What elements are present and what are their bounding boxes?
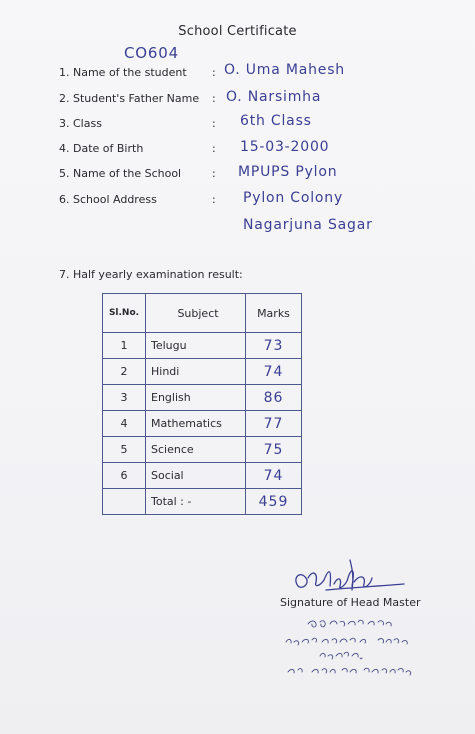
document-title: School Certificate [178,24,297,39]
row-marks: 75 [246,437,302,463]
row-marks: 74 [246,359,302,385]
row-sno: 4 [103,411,146,437]
row-sno: 2 [103,359,146,385]
field-address-label: 6. School Address [59,193,157,206]
field-address-colon: : [212,193,216,206]
field-school-colon: : [212,167,216,180]
field-address-line1: Pylon Colony [243,190,344,206]
field-dob-value: 15-03-2000 [240,139,330,155]
table-row [103,411,302,437]
field-school-label: 5. Name of the School [59,167,182,180]
row-marks: 86 [246,385,302,411]
row-marks: 77 [246,411,302,437]
serial-number: CO604 [124,44,179,62]
field-dob-label: 4. Date of Birth [59,142,144,155]
result-heading: 7. Half yearly examination result: [59,268,243,281]
row-marks: 74 [246,463,302,489]
field-name-value: O. Uma Mahesh [224,62,345,78]
header-subject: Subject [146,294,246,333]
signature-label: Signature of Head Master [280,596,421,609]
table-row [103,437,302,463]
row-sno: 1 [103,333,146,359]
total-label: Total : - [146,489,246,515]
row-sno: 5 [103,437,146,463]
field-class-value: 6th Class [240,113,312,129]
field-address-line2: Nagarjuna Sagar [243,217,373,233]
field-name-label: 1. Name of the student [59,66,187,79]
marks-table [102,293,302,515]
field-class-colon: : [212,117,216,130]
row-marks: 73 [246,333,302,359]
field-name-colon: : [212,66,216,79]
header-sno: Sl.No. [103,294,146,333]
row-subject: English [146,385,246,411]
row-subject: Social [146,463,246,489]
table-header-row [103,294,302,333]
row-subject: Mathematics [146,411,246,437]
table-row [103,385,302,411]
headmaster-signature [290,556,410,600]
row-sno: 3 [103,385,146,411]
school-stamp [278,612,428,682]
field-father-colon: : [212,92,216,105]
table-row [103,359,302,385]
row-subject: Science [146,437,246,463]
field-father-label: 2. Student's Father Name [59,92,200,105]
field-father-value: O. Narsimha [226,89,322,105]
row-subject: Telugu [146,333,246,359]
total-empty-cell [103,489,146,515]
row-subject: Hindi [146,359,246,385]
table-total-row [103,489,302,515]
field-school-value: MPUPS Pylon [238,164,338,180]
table-row [103,463,302,489]
field-dob-colon: : [212,142,216,155]
table-row [103,333,302,359]
field-class-label: 3. Class [59,117,102,130]
row-sno: 6 [103,463,146,489]
header-marks: Marks [246,294,302,333]
total-value: 459 [246,489,302,515]
